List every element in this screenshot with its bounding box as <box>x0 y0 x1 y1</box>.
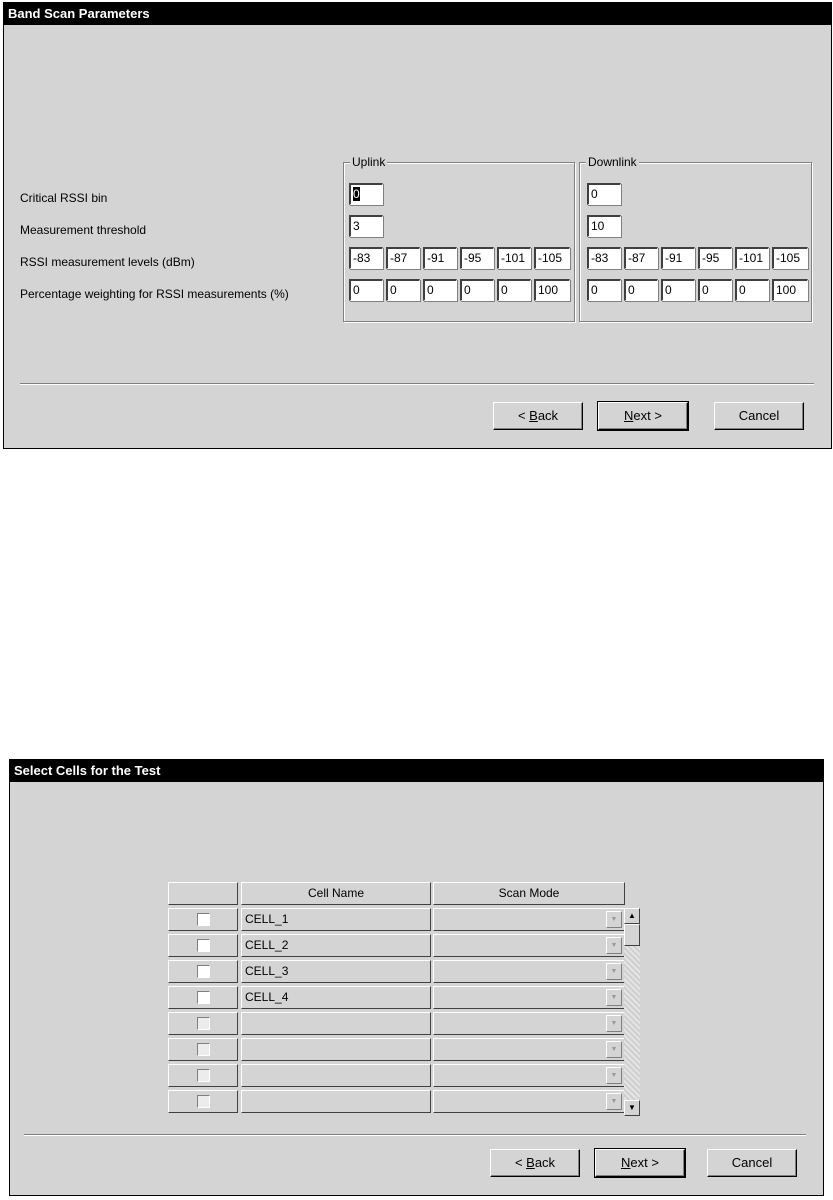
downlink-rssi-level-5[interactable]: -101 <box>735 247 769 269</box>
row-scan-mode-select[interactable] <box>433 908 625 931</box>
select-cells-separator <box>24 1134 806 1136</box>
chevron-down-icon[interactable]: ▼ <box>606 1015 622 1032</box>
chevron-down-icon[interactable]: ▼ <box>606 1093 622 1110</box>
rssi-levels-label: RSSI measurement levels (dBm) <box>20 255 195 269</box>
uplink-rssi-level-1[interactable]: -83 <box>349 247 383 269</box>
uplink-weight-5[interactable]: 0 <box>497 279 531 301</box>
row-check-cell <box>168 908 238 931</box>
band-scan-back-button[interactable]: < Back <box>493 402 583 430</box>
band-scan-cancel-button[interactable]: Cancel <box>714 402 804 430</box>
row-cell-name: CELL_2 <box>241 934 431 957</box>
row-checkbox[interactable] <box>197 939 210 952</box>
scroll-down-button[interactable]: ▼ <box>624 1100 640 1116</box>
select-cells-next-button[interactable]: Next > <box>595 1149 685 1177</box>
band-scan-separator <box>20 383 814 385</box>
chevron-down-icon[interactable]: ▼ <box>606 1041 622 1058</box>
row-checkbox <box>197 1043 210 1056</box>
row-cell-name: CELL_1 <box>241 908 431 931</box>
chevron-down-icon[interactable]: ▼ <box>606 937 622 954</box>
band-scan-dialog <box>3 2 832 449</box>
downlink-weight-6[interactable]: 100 <box>772 279 808 301</box>
row-check-cell <box>168 1012 238 1035</box>
select-cells-cancel-button[interactable]: Cancel <box>707 1149 797 1177</box>
select-cells-title: Select Cells for the Test <box>10 760 823 782</box>
uplink-rssi-level-3[interactable]: -91 <box>423 247 457 269</box>
chevron-down-icon[interactable]: ▼ <box>606 989 622 1006</box>
row-checkbox[interactable] <box>197 991 210 1004</box>
row-check-cell <box>168 1090 238 1113</box>
downlink-critical-rssi-bin-input[interactable]: 0 <box>587 183 621 205</box>
row-checkbox <box>197 1017 210 1030</box>
scroll-up-button[interactable]: ▲ <box>624 908 640 924</box>
chevron-down-icon[interactable]: ▼ <box>606 963 622 980</box>
chevron-down-icon[interactable]: ▼ <box>606 911 622 928</box>
select-cells-dialog <box>9 759 824 1196</box>
row-check-cell <box>168 1064 238 1087</box>
downlink-weight-2[interactable]: 0 <box>624 279 658 301</box>
downlink-rssi-level-3[interactable]: -91 <box>661 247 695 269</box>
downlink-measurement-threshold-input[interactable]: 10 <box>587 215 621 237</box>
downlink-rssi-level-6[interactable]: -105 <box>772 247 808 269</box>
row-checkbox[interactable] <box>197 965 210 978</box>
downlink-rssi-level-4[interactable]: -95 <box>698 247 732 269</box>
row-scan-mode-select[interactable] <box>433 934 625 957</box>
downlink-weight-5[interactable]: 0 <box>735 279 769 301</box>
row-check-cell <box>168 934 238 957</box>
row-scan-mode-select[interactable] <box>433 1064 625 1087</box>
downlink-weight-4[interactable]: 0 <box>698 279 732 301</box>
row-scan-mode-select[interactable] <box>433 1038 625 1061</box>
chevron-down-icon[interactable]: ▼ <box>606 1067 622 1084</box>
row-scan-mode-select[interactable] <box>433 1090 625 1113</box>
row-checkbox <box>197 1069 210 1082</box>
downlink-rssi-level-2[interactable]: -87 <box>624 247 658 269</box>
downlink-weight-1[interactable]: 0 <box>587 279 621 301</box>
row-checkbox <box>197 1095 210 1108</box>
row-cell-name <box>241 1090 431 1113</box>
band-scan-title: Band Scan Parameters <box>4 3 831 25</box>
row-checkbox[interactable] <box>197 913 210 926</box>
column-header-scan-mode: Scan Mode <box>433 882 625 905</box>
uplink-weight-3[interactable]: 0 <box>423 279 457 301</box>
row-cell-name <box>241 1012 431 1035</box>
downlink-rssi-level-1[interactable]: -83 <box>587 247 621 269</box>
downlink-weight-3[interactable]: 0 <box>661 279 695 301</box>
row-cell-name: CELL_4 <box>241 986 431 1009</box>
uplink-weight-2[interactable]: 0 <box>386 279 420 301</box>
select-cells-back-button[interactable]: < Back <box>490 1149 580 1177</box>
uplink-weight-4[interactable]: 0 <box>460 279 494 301</box>
row-check-cell <box>168 986 238 1009</box>
uplink-rssi-level-4[interactable]: -95 <box>460 247 494 269</box>
uplink-weight-1[interactable]: 0 <box>349 279 383 301</box>
row-scan-mode-select[interactable] <box>433 960 625 983</box>
row-check-cell <box>168 960 238 983</box>
column-header-check <box>168 882 238 905</box>
uplink-critical-rssi-bin-input[interactable]: 0 <box>349 183 383 205</box>
band-scan-next-button[interactable]: Next > <box>598 402 688 430</box>
row-scan-mode-select[interactable] <box>433 986 625 1009</box>
row-cell-name <box>241 1038 431 1061</box>
uplink-measurement-threshold-input[interactable]: 3 <box>349 215 383 237</box>
uplink-rssi-level-6[interactable]: -105 <box>534 247 570 269</box>
uplink-weight-6[interactable]: 100 <box>534 279 570 301</box>
percentage-weighting-label: Percentage weighting for RSSI measurements (%) <box>20 287 289 301</box>
uplink-rssi-level-5[interactable]: -101 <box>497 247 531 269</box>
row-scan-mode-select[interactable] <box>433 1012 625 1035</box>
uplink-rssi-level-2[interactable]: -87 <box>386 247 420 269</box>
scroll-thumb[interactable] <box>624 924 640 946</box>
row-cell-name: CELL_3 <box>241 960 431 983</box>
row-cell-name <box>241 1064 431 1087</box>
downlink-group-title: Downlink <box>588 155 637 169</box>
critical-rssi-bin-label: Critical RSSI bin <box>20 191 108 205</box>
uplink-group-title: Uplink <box>352 155 386 169</box>
column-header-cell-name: Cell Name <box>241 882 431 905</box>
row-check-cell <box>168 1038 238 1061</box>
measurement-threshold-label: Measurement threshold <box>20 223 147 237</box>
